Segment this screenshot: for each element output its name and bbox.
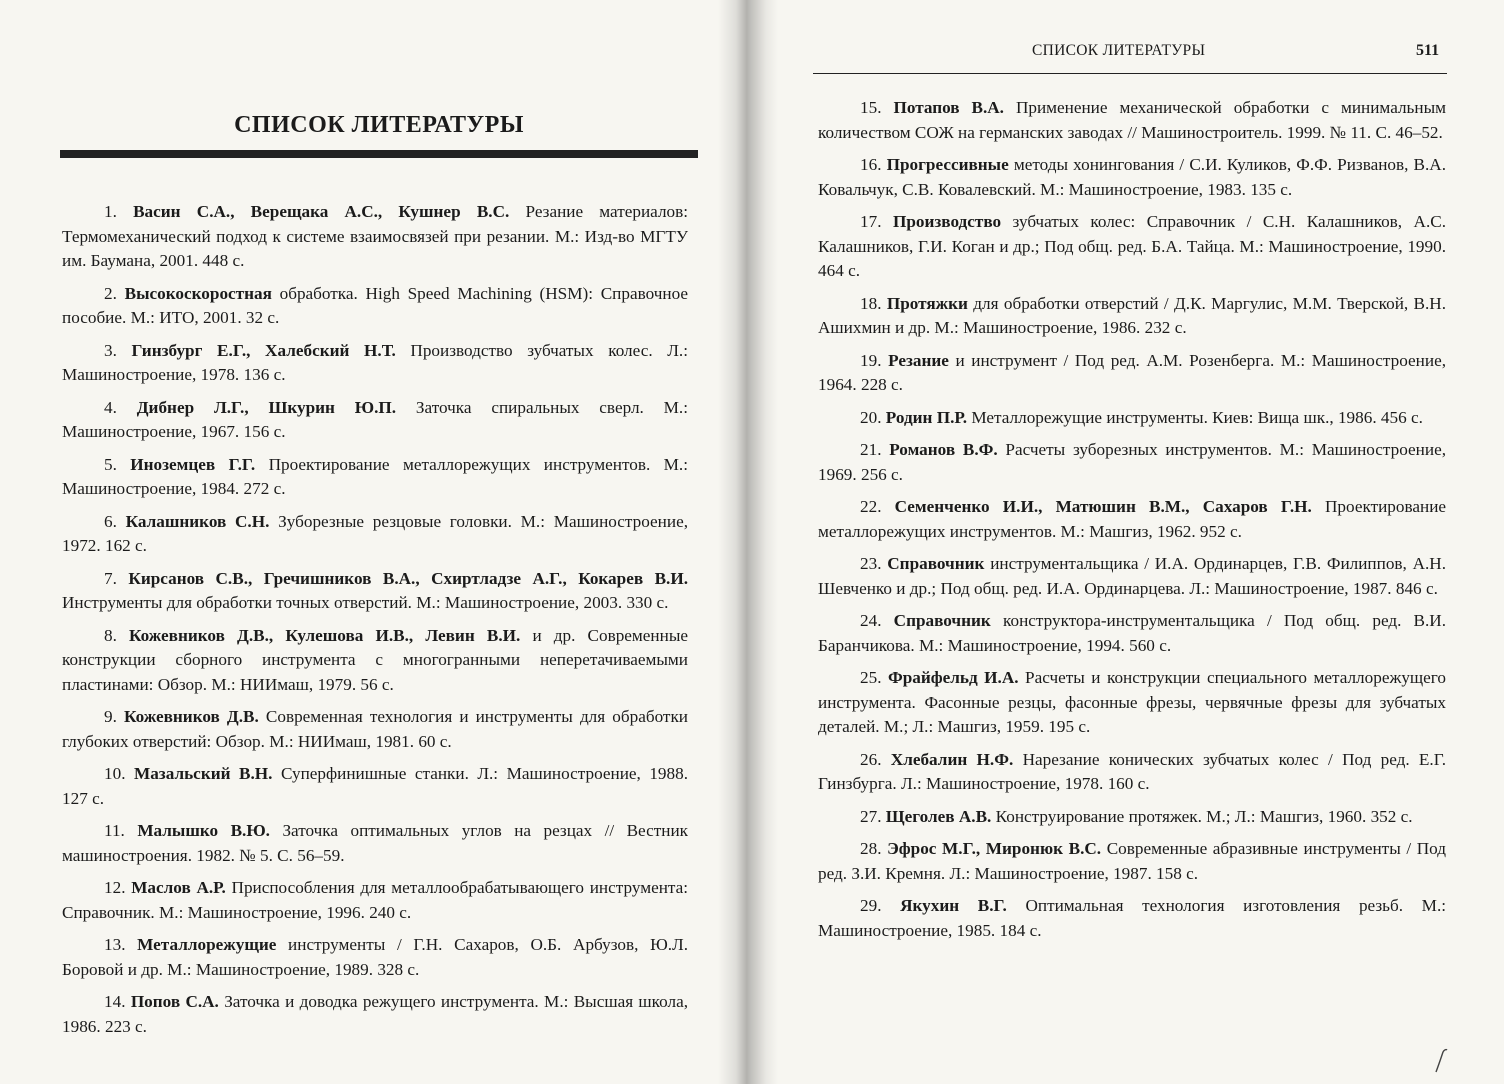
reference-authors: Попов С.А. [130,992,219,1011]
reference-item [62,396,688,445]
reference-text: Расчеты зуборезных инструментов. М.: Машиностроение, 1969. 256 с. [818,440,1446,484]
reference-number: 4. [104,397,117,417]
reference-item [62,705,688,754]
reference-text: зубчатых колес: Справочник / С.Н. Калашников, А.С. Калашников, Г.И. Коган и др.; Под общ. ред. Б.А. Тайца. М.: Машиностроение, 1990. 464 с. [818,212,1447,280]
reference-item [62,933,688,982]
reference-number: 5. [104,454,117,474]
reference-authors: Семенченко И.И., Матюшин В.М., Сахаров Г.Н. [894,497,1312,516]
reference-number: 9. [104,707,117,726]
reference-number: 24. [860,611,882,630]
reference-text: Современные абразивные инструменты / Под ред. З.И. Кремня. Л.: Машиностроение, 1987. 158 с. [818,839,1447,883]
reference-text: Суперфинишные станки. Л.: Машиностроение, 1988. 127 с. [62,764,689,808]
reference-authors: Малышко В.Ю. [137,821,270,840]
reference-item [62,510,688,559]
reference-text: обработка. High Speed Machining (HSM): Справочное пособие. М.: ИТО, 2001. 32 с. [62,283,689,327]
reference-authors: Кирсанов С.В., Гречишников В.А., Схиртладзе А.Г., Кокарев В.И. [128,568,689,588]
page-number: 511 [1416,42,1440,59]
reference-authors: Гинзбург Е.Г., Халебский Н.Т. [131,340,396,360]
reference-number: 25. [860,668,882,687]
running-head: СПИСОК ЛИТЕРАТУРЫ [1032,42,1206,59]
reference-item [818,666,1446,740]
reference-authors: Высокоскоростная [124,283,272,303]
reference-text: Применение механической обработки с минимальным количеством СОЖ на германских заводах // Машиностроитель. 1999. № 11. С. 46–52. [818,98,1447,142]
reference-number: 22. [860,497,882,516]
reference-text: Современная технология и инструменты для обработки глубоких отверстий: Обзор. М.: НИИмаш, 1981. 60 с. [62,707,688,751]
reference-authors: Кожевников Д.В., Кулешова И.В., Левин В.И. [129,625,521,645]
reference-list-right [818,96,1446,951]
reference-number: 2. [104,283,117,303]
reference-authors: Справочник [887,554,985,573]
reference-authors: Дибнер Л.Г., Шкурин Ю.П. [136,397,397,417]
reference-item [62,200,688,274]
reference-item [62,876,688,925]
reference-text: инструменты / Г.Н. Сахаров, О.Б. Арбузов, Ю.Л. Боровой и др. М.: Машиностроение, 1989. 328 с. [62,935,689,979]
page-title: СПИСОК ЛИТЕРАТУРЫ [234,112,524,138]
reference-number: 16. [860,155,882,174]
reference-text: Оптимальная технология изготовления резьб. М.: Машиностроение, 1985. 184 с. [818,896,1447,940]
reference-number: 20. [860,407,882,427]
reference-number: 14. [104,992,126,1011]
reference-item [62,624,688,698]
reference-number: 19. [860,350,882,370]
reference-authors: Резание [888,350,949,370]
reference-number: 23. [860,554,882,573]
reference-item [62,282,688,331]
reference-item [62,819,688,868]
reference-authors: Металлорежущие [137,935,277,954]
reference-authors: Хлебалин Н.Ф. [890,749,1014,769]
reference-item [818,748,1446,797]
reference-authors: Мазальский В.Н. [133,764,273,783]
reference-number: 13. [104,935,126,954]
reference-text: Производство зубчатых колес. Л.: Машиностроение, 1978. 136 с. [62,340,688,384]
reference-text: для обработки отверстий / Д.К. Маргулис, М.М. Тверской, В.Н. Ашихмин и др. М.: Машиностроение, 1986. 232 с. [818,293,1447,337]
reference-text: Металлорежущие инструменты. Киев: Вища шк., 1986. 456 с. [971,407,1423,427]
reference-item [818,292,1446,341]
reference-number: 3. [104,340,117,360]
reference-text: методы хонингования / С.И. Куликов, Ф.Ф. Ризванов, В.А. Ковальчук, С.В. Ковалевский. М.: Машиностроение, 1983. 135 с. [818,155,1447,199]
reference-text: Заточка и доводка режущего инструмента. М.: Высшая школа, 1986. 223 с. [62,992,689,1036]
reference-number: 28. [860,839,882,858]
reference-number: 26. [860,749,882,769]
reference-item [818,406,1446,431]
reference-authors: Щеголев А.В. [885,806,992,826]
reference-item [818,438,1446,487]
reference-text: Приспособления для металлообрабатывающего инструмента: Справочник. М.: Машиностроение, 1996. 240 с. [62,878,689,922]
reference-item [818,153,1446,202]
reference-item [62,567,688,616]
reference-number: 7. [104,568,117,588]
reference-item [818,805,1446,830]
reference-authors: Прогрессивные [886,155,1009,174]
title-double-rule [60,150,698,158]
book-gutter-shadow [718,0,778,1084]
reference-number: 17. [860,212,882,231]
reference-item [818,552,1446,601]
reference-authors: Васин С.А., Верещака А.С., Кушнер В.С. [133,202,510,221]
reference-number: 21. [860,440,882,459]
reference-number: 10. [104,764,126,783]
reference-number: 18. [860,293,882,313]
reference-authors: Родин П.Р. [885,407,968,427]
reference-text: и инструмент / Под ред. А.М. Розенберга. М.: Машиностроение, 1964. 228 с. [818,350,1447,394]
reference-text: Заточка оптимальных углов на резцах // Вестник машиностроения. 1982. № 5. С. 56–59. [62,821,688,865]
reference-item [62,990,688,1039]
reference-list-left [62,200,688,1047]
header-rule [813,73,1447,74]
reference-item [818,837,1446,886]
reference-authors: Потапов В.А. [893,98,1004,117]
reference-item [818,349,1446,398]
reference-text: Инструменты для обработки точных отверстий. М.: Машиностроение, 2003. 330 с. [62,593,669,612]
reference-item [818,495,1446,544]
reference-text: Конструирование протяжек. М.; Л.: Машгиз, 1960. 352 с. [995,806,1413,826]
reference-authors: Производство [892,212,1002,231]
reference-item [818,609,1446,658]
reference-number: 11. [104,821,125,840]
reference-authors: Эфрос М.Г., Миронюк В.С. [887,839,1102,858]
reference-number: 6. [104,511,117,531]
pen-mark-icon [1434,1048,1448,1074]
reference-authors: Романов В.Ф. [889,440,998,459]
reference-text: Зуборезные резцовые головки. М.: Машиностроение, 1972. 162 с. [62,511,688,555]
reference-authors: Калашников С.Н. [125,511,270,531]
reference-item [62,762,688,811]
reference-text: Нарезание конических зубчатых колес / Под ред. Е.Г. Гинзбурга. Л.: Машиностроение, 1978. 160 с. [818,749,1447,793]
reference-number: 12. [104,878,126,897]
reference-text: инструментальщика / И.А. Ординарцев, Г.В. Филиппов, А.Н. Шевченко и др.; Под общ. ред. И.А. Ординарцева. Л.: Машиностроение, 1987. 846 с. [818,554,1447,598]
reference-number: 1. [104,202,117,221]
reference-text: Заточка спиральных сверл. М.: Машиностроение, 1967. 156 с. [62,397,688,441]
reference-authors: Иноземцев Г.Г. [130,454,256,474]
reference-text: Проектирование металлорежущих инструментов. М.: Машиностроение, 1984. 272 с. [62,454,689,498]
reference-text: и др. Современные конструкции сборного инструмента с многогранными неперетачиваемыми пластинами: Обзор. М.: НИИмаш, 1979. 56 с. [62,625,689,694]
reference-item [818,894,1446,943]
reference-item [818,210,1446,284]
reference-number: 27. [860,806,882,826]
reference-item [62,339,688,388]
reference-text: Расчеты и конструкции специального металлорежущего инструмента. Фасонные резцы, фасонные фрезы, червячные фрезы для зубчатых деталей. М.; Л.: Машгиз, 1959. 195 с. [818,668,1446,736]
reference-authors: Якухин В.Г. [900,896,1007,915]
reference-number: 29. [860,896,882,915]
reference-authors: Маслов А.Р. [131,878,226,897]
reference-text: конструктора-инструментальщика / Под общ. ред. В.И. Баранчикова. М.: Машиностроение, 1994. 560 с. [818,611,1447,655]
reference-authors: Справочник [893,611,991,630]
reference-authors: Кожевников Д.В. [123,707,259,726]
reference-number: 8. [104,625,117,645]
reference-authors: Фрайфельд И.А. [887,668,1019,687]
reference-text: Резание материалов: Термомеханический подход к системе взаимосвязей при резании. М.: Изд-во МГТУ им. Баумана, 2001. 448 с. [62,202,689,270]
reference-item [62,453,688,502]
reference-authors: Протяжки [886,293,968,313]
reference-item [818,96,1446,145]
reference-text: Проектирование металлорежущих инструментов. М.: Машгиз, 1962. 952 с. [818,497,1447,541]
reference-number: 15. [860,98,882,117]
